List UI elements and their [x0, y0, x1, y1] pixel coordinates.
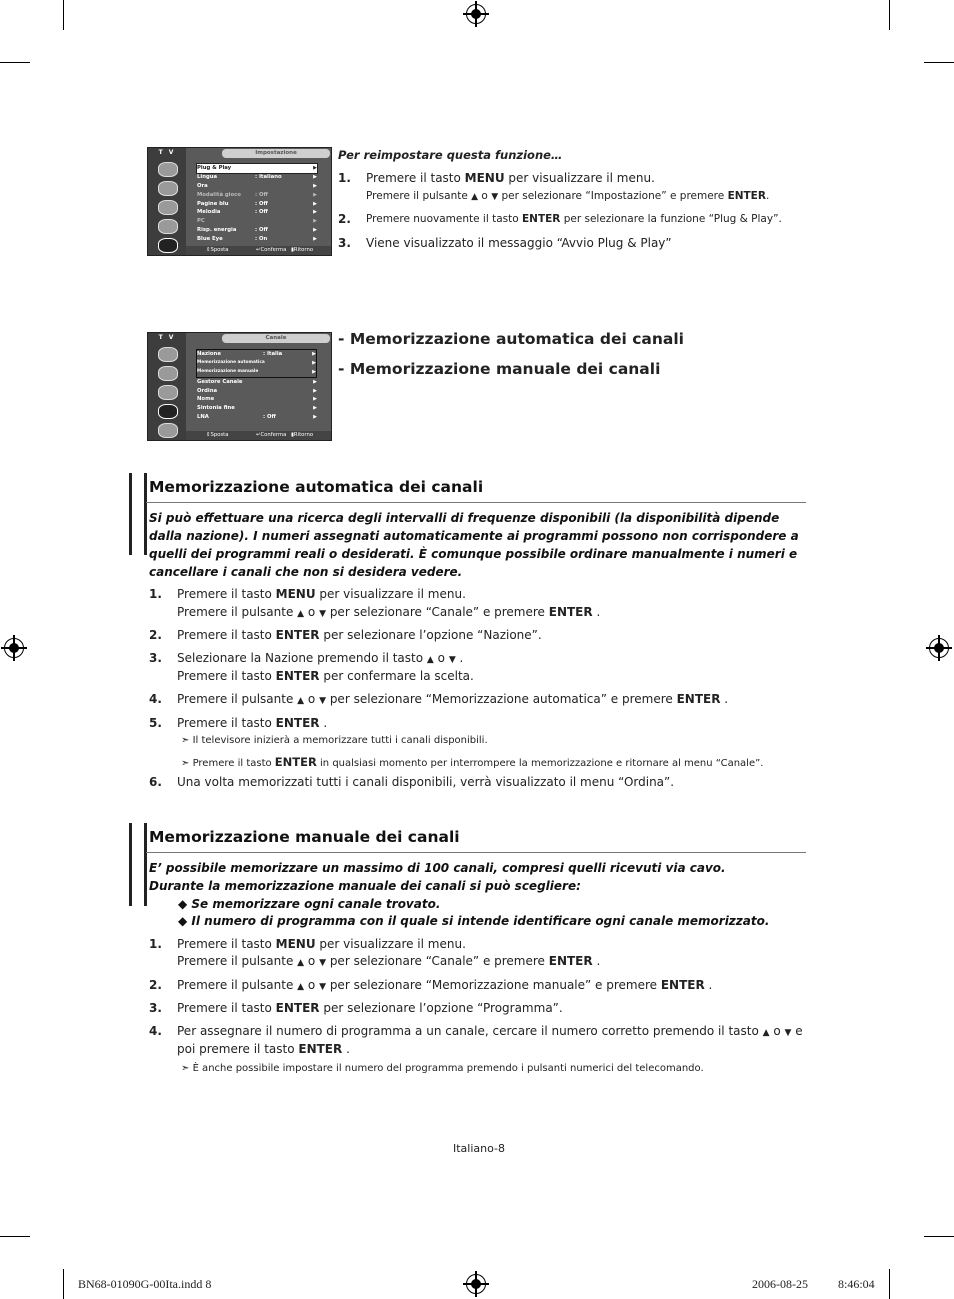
menu-item: Pagine blu : Off ▶: [197, 200, 317, 207]
manual-step-4-text: Per assegnare il numero di programma a un canale, cercare il numero corretto premendo il tasto ▲ o ▼ e: [177, 1024, 803, 1038]
menu-item: Plug & Play ▶: [197, 165, 317, 171]
auto-step-5-text: Premere il tasto ENTER .: [177, 716, 328, 730]
menu-footer: ⇕ Sposta ↵ Conferma ▮ Ritorno: [186, 431, 331, 440]
down-arrow-icon: ▼: [784, 1028, 792, 1038]
menu-item: Lingua : Italiano ▶: [197, 173, 317, 180]
picture-icon: [158, 347, 178, 362]
footer-date: 2006-08-25: [752, 1277, 808, 1291]
sound-icon: [158, 366, 178, 381]
tv-label: T V: [158, 334, 176, 341]
manual-step-3: 3.: [149, 1001, 162, 1015]
reset-step-3: 3. Viene visualizzato il messaggio “Avvio Plug & Play”: [338, 236, 672, 250]
registration-mark-icon: [929, 638, 949, 658]
up-arrow-icon: ▲: [297, 958, 305, 968]
auto-intro: Si può effettuare una ricerca degli intervalli di frequenze disponibili (la disponibilità dipende dalla nazione). I numeri assegnati automaticamente ai programmi possono non corrispondere a quelli dei programmi reali o desiderati. È comunque possibile ordinare manualmente i numeri e cancellare i canali che non si desidera vedere.: [149, 511, 799, 579]
reset-heading: Per reimpostare questa funzione…: [338, 148, 563, 162]
input-icon: [158, 238, 178, 253]
menu-item: Modalità gioco : Off ▶: [197, 191, 317, 198]
up-arrow-icon: ▲: [471, 192, 479, 202]
manual-note-1: ➣ È anche possibile impostare il numero del programma premendo i pulsanti numerici del telecomando.: [181, 1063, 704, 1074]
menu-item: Risp. energia : Off ▶: [197, 227, 317, 234]
tv-label: T V: [158, 149, 176, 156]
menu-item: Sintonia fine ▶: [197, 405, 317, 412]
menu-item: PC ▶: [197, 218, 317, 225]
down-arrow-icon: ▼: [319, 958, 326, 968]
crop-mark: [0, 62, 30, 63]
auto-note-1: ➣ Il televisore inizierà a memorizzare tutti i canali disponibili.: [181, 735, 488, 746]
up-arrow-icon: ▲: [297, 609, 305, 619]
diamond-icon: ◆: [178, 914, 192, 928]
sound-icon: [158, 181, 178, 196]
auto-step-2: 2.: [149, 628, 162, 642]
auto-step-4-text: Premere il pulsante ▲ o ▼ per selezionare “Memorizzazione automatica” e premere ENTER .: [177, 692, 729, 706]
diamond-icon: ◆: [178, 897, 192, 911]
section-marker: [129, 473, 147, 555]
manual-bullet-1: ◆ Se memorizzare ogni canale trovato.: [178, 897, 441, 911]
manual-step-4: 4.: [149, 1024, 162, 1038]
manual-step-4-sub: poi premere il tasto ENTER .: [177, 1042, 350, 1056]
toc-line-1: - Memorizzazione automatica dei canali: [338, 330, 684, 348]
section-marker: [129, 823, 147, 906]
menu-footer: ⇕ Sposta ↵ Conferma ▮ Ritorno: [186, 246, 331, 255]
down-arrow-icon: ▼: [448, 655, 456, 665]
footer-time: 8:46:04: [838, 1277, 875, 1291]
crop-mark: [889, 0, 890, 30]
menu-item: Nazione : Italia ▶: [197, 351, 316, 357]
section-divider: [146, 502, 806, 503]
up-arrow-icon: ▲: [426, 655, 434, 665]
section-divider: [146, 852, 806, 853]
menu-group: [196, 349, 317, 378]
reset-step-1-sub: Premere il pulsante ▲ o ▼ per selezionare “Impostazione” e premere ENTER.: [366, 190, 770, 202]
up-arrow-icon: ▲: [297, 982, 305, 992]
footer-file: BN68-01090G-00Ita.indd 8: [78, 1277, 212, 1291]
toc-line-2: - Memorizzazione manuale dei canali: [338, 360, 661, 378]
menu-title: Impostazione: [222, 149, 330, 158]
crop-mark: [63, 1269, 64, 1299]
manual-step-1: 1.: [149, 937, 162, 951]
auto-step-3: 3.: [149, 651, 162, 665]
setup-icon: [158, 219, 178, 234]
note-arrow-icon: ➣: [181, 735, 193, 746]
manual-step-1-text: Premere il tasto MENU per visualizzare il menu.: [177, 937, 466, 951]
auto-step-4: 4.: [149, 692, 162, 706]
menu-item: Melodia : Off ▶: [197, 209, 317, 216]
manual-bullet-2: ◆ Il numero di programma con il quale si intende identificare ogni canale memorizzato.: [178, 914, 770, 928]
page-label: Italiano-8: [453, 1142, 506, 1155]
reset-step-2: 2. Premere nuovamente il tasto ENTER per selezionare la funzione “Plug & Play”.: [338, 212, 782, 226]
manual-step-2-text: Premere il pulsante ▲ o ▼ per selezionare “Memorizzazione manuale” e premere ENTER .: [177, 978, 713, 992]
crop-mark: [63, 0, 64, 30]
menu-item: Memorizzazione manuale ▶: [197, 368, 316, 375]
manual-section-title: Memorizzazione manuale dei canali: [149, 828, 460, 846]
menu-title: Canale: [222, 334, 330, 343]
down-arrow-icon: ▼: [319, 609, 326, 619]
auto-step-1-sub: Premere il pulsante ▲ o ▼ per selezionare “Canale” e premere ENTER .: [177, 605, 601, 619]
input-icon: [158, 423, 178, 438]
auto-step-3-text: Selezionare la Nazione premendo il tasto ▲ o ▼ .: [177, 651, 464, 665]
down-arrow-icon: ▼: [319, 696, 326, 706]
manual-step-2: 2.: [149, 978, 162, 992]
auto-step-6: 6.: [149, 775, 162, 789]
menu-item: LNA : Off ▶: [197, 414, 317, 421]
auto-step-1-text: Premere il tasto MENU per visualizzare il menu.: [177, 587, 466, 601]
note-arrow-icon: ➣: [181, 758, 193, 769]
menu-item: Memorizzazione automatica ▶: [197, 359, 316, 366]
auto-step-1: 1.: [149, 587, 162, 601]
setup-menu-screenshot: [147, 147, 332, 256]
crop-mark: [924, 1236, 954, 1237]
registration-mark-icon: [466, 1274, 486, 1294]
picture-icon: [158, 162, 178, 177]
auto-step-6-text: Una volta memorizzati tutti i canali disponibili, verrà visualizzato il menu “Ordina”.: [177, 775, 675, 789]
menu-item: Nome ▶: [197, 396, 317, 403]
setup-icon: [158, 404, 178, 419]
crop-mark: [889, 1269, 890, 1299]
auto-step-2-text: Premere il tasto ENTER per selezionare l’opzione “Nazione”.: [177, 628, 542, 642]
manual-step-1-sub: Premere il pulsante ▲ o ▼ per selezionare “Canale” e premere ENTER .: [177, 954, 601, 968]
menu-item: Blue Eye : On ▶: [197, 236, 317, 243]
manual-intro-1: E’ possibile memorizzare un massimo di 100 canali, compresi quelli ricevuti via cavo.: [149, 861, 726, 875]
channel-menu-screenshot: [147, 332, 332, 441]
auto-step-5: 5.: [149, 716, 162, 730]
crop-mark: [0, 1236, 30, 1237]
menu-item: Ora ▶: [197, 182, 317, 189]
manual-intro-2: Durante la memorizzazione manuale dei canali si può scegliere:: [149, 879, 581, 893]
reset-step-1: 1. Premere il tasto MENU per visualizzare il menu.: [338, 171, 655, 185]
menu-item: Ordina ▶: [197, 387, 317, 394]
up-arrow-icon: ▲: [762, 1028, 770, 1038]
auto-step-3-sub: Premere il tasto ENTER per confermare la scelta.: [177, 669, 474, 683]
auto-note-2: ➣ Premere il tasto ENTER in qualsiasi momento per interrompere la memorizzazione e ritornare al menu “Canale”.: [181, 755, 764, 769]
auto-section-title: Memorizzazione automatica dei canali: [149, 478, 484, 496]
up-arrow-icon: ▲: [297, 696, 305, 706]
note-arrow-icon: ➣: [181, 1063, 193, 1074]
manual-step-3-text: Premere il tasto ENTER per selezionare l’opzione “Programma”.: [177, 1001, 563, 1015]
channel-icon: [158, 385, 178, 400]
menu-item: Gestore Canale ▶: [197, 378, 317, 385]
registration-mark-icon: [466, 4, 486, 24]
registration-mark-icon: [4, 638, 24, 658]
crop-mark: [924, 62, 954, 63]
channel-icon: [158, 200, 178, 215]
down-arrow-icon: ▼: [319, 982, 326, 992]
down-arrow-icon: ▼: [491, 192, 499, 202]
